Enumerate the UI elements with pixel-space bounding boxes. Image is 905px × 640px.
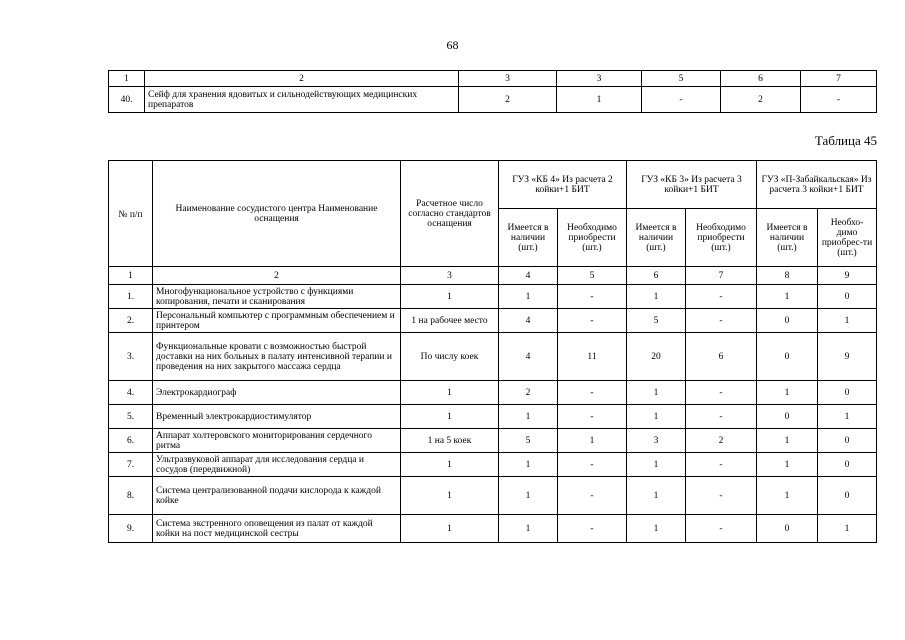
cell: -: [686, 381, 757, 405]
cell: 0: [757, 309, 818, 333]
equipment-name: Система экстренного оповещения из палат от каждой койки на пост медицинской сестры: [153, 515, 401, 543]
cell: -: [558, 381, 627, 405]
cell: -: [558, 285, 627, 309]
header-calc: Расчетное число согласно стандартов оснащения: [401, 161, 499, 267]
header-row-groups: [109, 161, 877, 209]
row-number: 3.: [109, 333, 153, 381]
cell: -: [686, 309, 757, 333]
cell: 0: [757, 333, 818, 381]
table-row: [109, 309, 877, 333]
cell: 2: [459, 87, 557, 113]
cell: -: [686, 453, 757, 477]
cell: 3: [557, 71, 642, 87]
cell: 1 на 5 коек: [401, 429, 499, 453]
cell: 0: [818, 381, 877, 405]
table-row: [109, 285, 877, 309]
cell: 1: [401, 515, 499, 543]
previous-table-fragment: [108, 70, 877, 113]
table-row: [109, 87, 877, 113]
subheader: Необходимо приобрести (шт.): [686, 209, 757, 267]
cell: 2: [686, 429, 757, 453]
cell: 1: [757, 381, 818, 405]
equipment-table: [108, 160, 877, 543]
header-num: № п/п: [109, 161, 153, 267]
cell: 20: [627, 333, 686, 381]
cell: 1: [818, 405, 877, 429]
table-row: [109, 453, 877, 477]
cell: 1: [627, 405, 686, 429]
cell: 0: [757, 515, 818, 543]
cell: 1: [401, 285, 499, 309]
cell: 2: [145, 71, 459, 87]
cell: 1: [401, 381, 499, 405]
row-number: 8.: [109, 477, 153, 515]
cell: -: [642, 87, 721, 113]
equipment-name: Система централизованной подачи кислорода к каждой койке: [153, 477, 401, 515]
equipment-name: Многофункциональное устройство с функциями копирования, печати и сканирования: [153, 285, 401, 309]
column-number: 2: [153, 267, 401, 285]
column-number: 4: [499, 267, 558, 285]
cell: 5: [627, 309, 686, 333]
cell: 5: [642, 71, 721, 87]
cell: 1: [499, 405, 558, 429]
table-row: [109, 429, 877, 453]
table-row: [109, 333, 877, 381]
table-row: [109, 405, 877, 429]
cell: 4: [499, 333, 558, 381]
column-number-row: [109, 267, 877, 285]
row-number: 2.: [109, 309, 153, 333]
row-number: 6.: [109, 429, 153, 453]
table-row: [109, 477, 877, 515]
table-row: [109, 381, 877, 405]
cell: 0: [757, 405, 818, 429]
cell: 1: [818, 309, 877, 333]
cell: -: [686, 285, 757, 309]
cell: 1: [757, 429, 818, 453]
cell: 1: [499, 453, 558, 477]
cell: 6: [686, 333, 757, 381]
column-number: 8: [757, 267, 818, 285]
column-number: 9: [818, 267, 877, 285]
subheader: Имеется в наличии (шт.): [757, 209, 818, 267]
subheader: Имеется в наличии (шт.): [627, 209, 686, 267]
cell: -: [558, 515, 627, 543]
row-number: 40.: [109, 87, 145, 113]
table-body: [109, 285, 877, 543]
column-number: 3: [401, 267, 499, 285]
subheader: Имеется в наличии (шт.): [499, 209, 558, 267]
cell: 1: [757, 477, 818, 515]
cell: 1: [627, 453, 686, 477]
cell: 5: [499, 429, 558, 453]
page-number: 68: [446, 38, 459, 52]
cell: 1: [401, 453, 499, 477]
column-number: 6: [627, 267, 686, 285]
cell: 1: [558, 429, 627, 453]
cell: 1: [401, 477, 499, 515]
row-number: 4.: [109, 381, 153, 405]
cell: -: [558, 405, 627, 429]
cell: 1: [109, 71, 145, 87]
cell: 1: [757, 453, 818, 477]
equipment-name: Аппарат холтеровского мониторирования сердечного ритма: [153, 429, 401, 453]
cell: 1: [627, 477, 686, 515]
subheader: Необходимо приобрести (шт.): [558, 209, 627, 267]
equipment-name: Электрокардиограф: [153, 381, 401, 405]
row-number: 9.: [109, 515, 153, 543]
cell: 6: [721, 71, 801, 87]
cell: -: [686, 477, 757, 515]
header-group-kb4: ГУЗ «КБ 4» Из расчета 2 койки+1 БИТ: [499, 161, 627, 209]
cell: 1: [557, 87, 642, 113]
cell: 2: [499, 381, 558, 405]
cell: 1: [499, 285, 558, 309]
cell: -: [686, 405, 757, 429]
cell: 1: [627, 515, 686, 543]
cell: 3: [459, 71, 557, 87]
cell: -: [686, 515, 757, 543]
table-caption: Таблица 45: [814, 133, 877, 148]
subheader: Необхо-димо приобрес-ти (шт.): [818, 209, 877, 267]
column-number: 1: [109, 267, 153, 285]
cell: 3: [627, 429, 686, 453]
cell: 1: [499, 515, 558, 543]
header-name: Наименование сосудистого центра Наименование оснащения: [153, 161, 401, 267]
row-number: 1.: [109, 285, 153, 309]
cell: 0: [818, 285, 877, 309]
cell: 11: [558, 333, 627, 381]
cell: -: [558, 477, 627, 515]
cell: 1: [757, 285, 818, 309]
cell: 0: [818, 477, 877, 515]
cell: 4: [499, 309, 558, 333]
cell: 1: [818, 515, 877, 543]
cell: По числу коек: [401, 333, 499, 381]
cell: -: [558, 453, 627, 477]
column-number: 5: [558, 267, 627, 285]
item-name: Сейф для хранения ядовитых и сильнодействующих медицинских препаратов: [145, 87, 459, 113]
header-group-pz: ГУЗ «П-Забайкальская» Из расчета 3 койки+1 БИТ: [757, 161, 877, 209]
cell: 0: [818, 429, 877, 453]
header-group-kb3: ГУЗ «КБ 3» Из расчета 3 койки+1 БИТ: [627, 161, 757, 209]
table-row: [109, 515, 877, 543]
cell: -: [801, 87, 877, 113]
cell: 2: [721, 87, 801, 113]
prev-header-row: [109, 71, 877, 87]
column-number: 7: [686, 267, 757, 285]
cell: -: [558, 309, 627, 333]
cell: 7: [801, 71, 877, 87]
equipment-name: Ультразвуковой аппарат для исследования сердца и сосудов (передвижной): [153, 453, 401, 477]
equipment-name: Персональный компьютер с программным обеспечением и принтером: [153, 309, 401, 333]
equipment-name: Функциональные кровати с возможностью быстрой доставки на них больных в палату интенсивной терапии и проведения на них закрытого массажа сердца: [153, 333, 401, 381]
row-number: 5.: [109, 405, 153, 429]
cell: 1: [627, 285, 686, 309]
cell: 1: [401, 405, 499, 429]
cell: 1: [627, 381, 686, 405]
cell: 1: [499, 477, 558, 515]
row-number: 7.: [109, 453, 153, 477]
cell: 0: [818, 453, 877, 477]
equipment-name: Временный электрокардиостимулятор: [153, 405, 401, 429]
cell: 1 на рабочее место: [401, 309, 499, 333]
cell: 9: [818, 333, 877, 381]
